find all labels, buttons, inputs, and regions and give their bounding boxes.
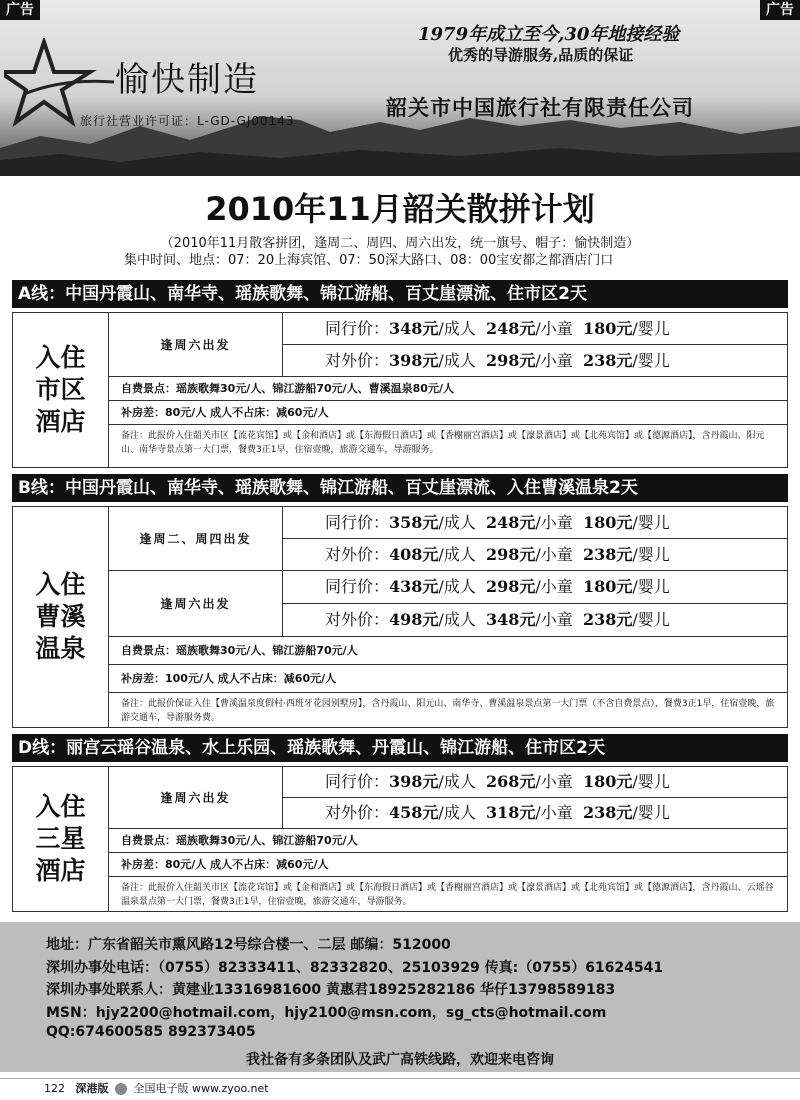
brand-name: 愉快制造 bbox=[115, 60, 259, 100]
route-a-box bbox=[12, 312, 788, 468]
public-price-row: 对外价：498元/成人 348元/小童 238元/婴儿 bbox=[283, 604, 787, 637]
ad-label-right: 广告 bbox=[760, 0, 800, 20]
hotel-line: 酒店 bbox=[35, 407, 86, 436]
peer-price-row: 同行价：358元/成人 248元/小童 180元/婴儿 bbox=[283, 507, 787, 539]
route-d-header: D线：丽宫云瑶谷温泉、水上乐园、瑶族歌舞、丹霞山、锦江游船、住市区2天 bbox=[12, 734, 788, 762]
page-number: 122 bbox=[44, 1082, 65, 1095]
hotel-line: 曹溪 bbox=[35, 602, 86, 631]
route-d-box bbox=[12, 766, 788, 912]
peer-price-row: 同行价：398元/成人 268元/小童 180元/婴儿 bbox=[283, 767, 787, 798]
room-supplement: 补房差：80元/人 成人不占床：减60元/人 bbox=[109, 853, 787, 877]
license-text: 旅行社营业许可证：L-GD-GJ00143 bbox=[80, 114, 295, 128]
public-price-row: 对外价：458元/成人 318元/小童 238元/婴儿 bbox=[283, 798, 787, 829]
hotel-line: 温泉 bbox=[35, 634, 86, 663]
hotel-line: 酒店 bbox=[35, 856, 86, 885]
page-footer bbox=[0, 1078, 800, 1100]
public-price-row: 对外价：408元/成人 298元/小童 238元/婴儿 bbox=[283, 539, 787, 571]
hotel-line: 入住 bbox=[35, 792, 86, 821]
route-note: 备注：此报价入住韶关市区【流花宾馆】或【金和酒店】或【东海假日酒店】或【香榭丽宫酒店】或【濠景酒店】或【北苑宾馆】或【德源酒店】，含丹霞山、云瑶谷温泉景点第一大门票，餐费3正1早，住宿壹晚，旅游交通车，导游服务。 bbox=[121, 883, 774, 907]
office-phone: 深圳办事处电话：（0755）82333411、82332820、25103929 传真:（0755）61624541 bbox=[46, 960, 664, 976]
route-b-box bbox=[12, 506, 788, 728]
hotel-line: 三星 bbox=[35, 824, 86, 853]
address: 地址：广东省韶关市熏风路12号综合楼一、二层 邮编：512000 bbox=[46, 937, 451, 953]
publication-logo-icon bbox=[115, 1083, 127, 1095]
self-pay-attractions: 自费景点：瑶族歌舞30元/人、锦江游船70元/人 bbox=[109, 829, 787, 853]
departure-day: 逢周六出发 bbox=[109, 571, 283, 637]
self-pay-attractions: 自费景点：瑶族歌舞30元/人、锦江游船70元/人 bbox=[109, 637, 787, 665]
room-supplement: 补房差：100元/人 成人不占床：减60元/人 bbox=[109, 665, 787, 693]
subtitle-schedule: （2010年11月散客拼团，逢周二、周四、周六出发，统一旗号、帽子：愉快制造） bbox=[160, 236, 640, 251]
edition-label: 深港版 bbox=[75, 1082, 109, 1095]
peer-price-row: 同行价：438元/成人 298元/小童 180元/婴儿 bbox=[283, 571, 787, 604]
route-a-header: A线：中国丹霞山、南华寺、瑶族歌舞、锦江游船、百丈崖漂流、住市区2天 bbox=[12, 280, 788, 308]
ad-label-left: 广告 bbox=[0, 0, 40, 20]
route-note: 备注：此报价保证入住【曹溪温泉度假村·西班牙花园别墅房】，含丹霞山、阳元山、南华寺、曹溪温泉景点第一大门票（不含自费景点），餐费3正1早，住宿壹晚，旅游交通车，导游服务费。 bbox=[121, 699, 775, 723]
slogan-line1: 1979年成立至今,30年地接经验 bbox=[418, 24, 680, 45]
public-price-row: 对外价：398元/成人 298元/小童 238元/婴儿 bbox=[283, 345, 787, 377]
peer-price-row: 同行价：348元/成人 248元/小童 180元/婴儿 bbox=[283, 313, 787, 345]
office-contacts: 深圳办事处联系人：黄建业13316981600 黄惠君18925282186 华仔13798589183 bbox=[46, 982, 616, 998]
hotel-line: 入住 bbox=[35, 343, 86, 372]
hotel-line: 市区 bbox=[35, 375, 86, 404]
route-b-header: B线：中国丹霞山、南华寺、瑶族歌舞、锦江游船、百丈崖漂流、入住曹溪温泉2天 bbox=[12, 474, 788, 502]
slogan-line2: 优秀的导游服务,品质的保证 bbox=[448, 46, 634, 64]
closing-line: 我社备有多条团队及武广高铁线路，欢迎来电咨询 bbox=[246, 1052, 554, 1068]
banner bbox=[0, 0, 800, 176]
self-pay-attractions: 自费景点：瑶族歌舞30元/人、锦江游船70元/人、曹溪温泉80元/人 bbox=[109, 377, 787, 401]
route-b-hotel bbox=[13, 507, 109, 727]
hotel-line: 入住 bbox=[35, 570, 86, 599]
room-supplement: 补房差：80元/人 成人不占床：减60元/人 bbox=[109, 401, 787, 425]
qq-contacts: QQ:674600585 892373405 bbox=[46, 1024, 256, 1040]
departure-day: 逢周二、周四出发 bbox=[109, 507, 283, 571]
subtitle-meeting-points: 集中时间、地点：07：20上海宾馆、07：50深大路口、08：00宝安都之都酒店门口 bbox=[124, 253, 614, 268]
departure-day: 逢周六出发 bbox=[109, 313, 283, 377]
route-d-hotel bbox=[13, 767, 109, 911]
departure-day: 逢周六出发 bbox=[109, 767, 283, 829]
msn-contacts: MSN：hjy2200@hotmail.com，hjy2100@msn.com，sg_cts@hotmail.com bbox=[46, 1005, 607, 1021]
route-a-hotel bbox=[13, 313, 109, 467]
contact-footer bbox=[0, 922, 800, 1072]
page-title: 2010年11月韶关散拼计划 bbox=[205, 190, 595, 228]
company-name: 韶关市中国旅行社有限责任公司 bbox=[386, 96, 694, 120]
route-note: 备注：此报价入住韶关市区【流花宾馆】或【金和酒店】或【东海假日酒店】或【香榭丽宫酒店】或【濠景酒店】或【北苑宾馆】或【德源酒店】，含丹霞山、阳元山、南华寺景点第一大门票，餐费3正1早，住宿壹晚，旅游交通车，导游服务。 bbox=[121, 431, 765, 455]
site-label: 全国电子版 www.zyoo.net bbox=[133, 1082, 269, 1095]
